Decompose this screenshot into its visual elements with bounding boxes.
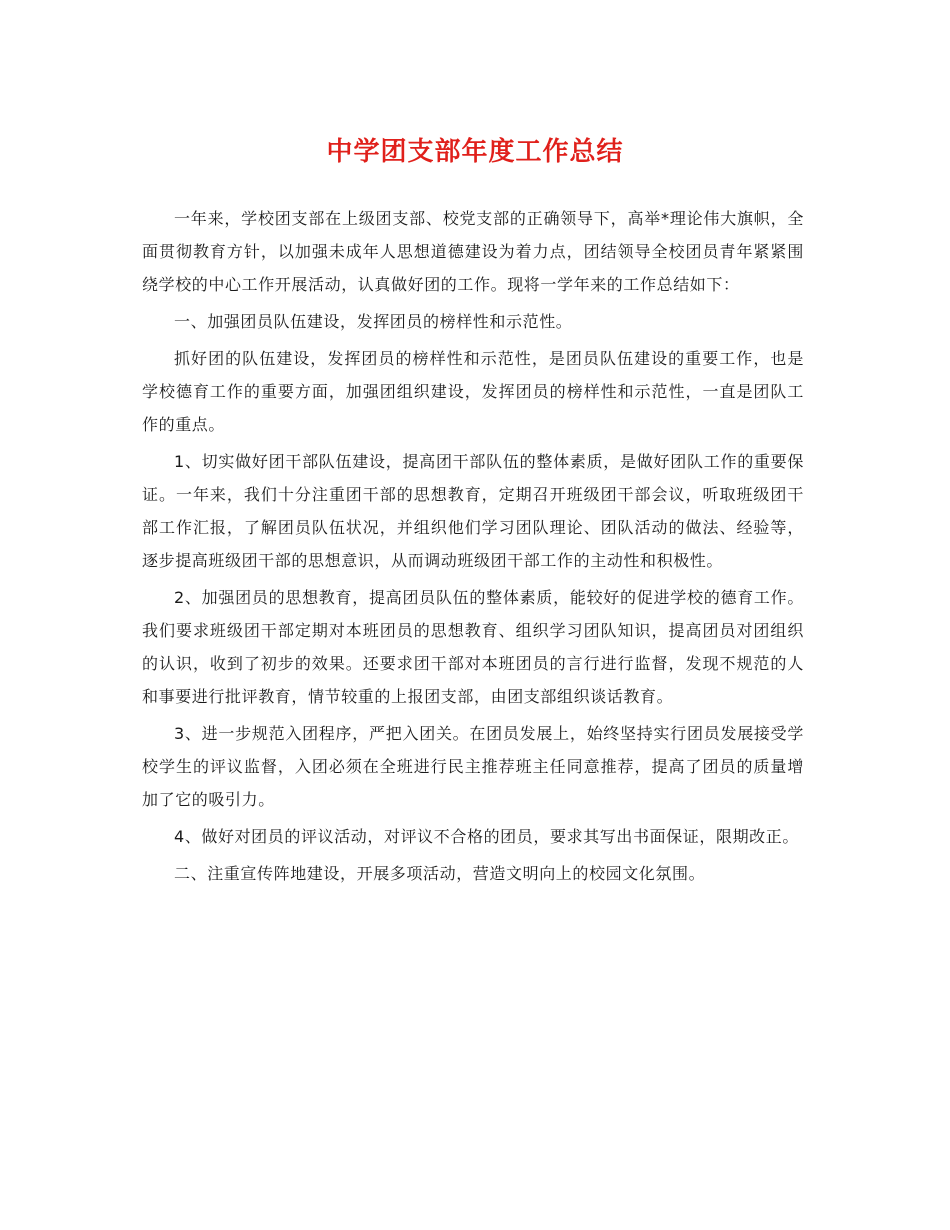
paragraph-section-1-overview: 抓好团的队伍建设，发挥团员的榜样性和示范性，是团员队伍建设的重要工作，也是学校德育工作的重要方面，加强团组织建设，发挥团员的榜样性和示范性，一直是团队工作的重点。 [142, 349, 804, 434]
document-body [142, 202, 804, 890]
document-title: 中学团支部年度工作总结 [326, 137, 624, 167]
section-heading-1: 一、加强团员队伍建设，发挥团员的榜样性和示范性。 [174, 312, 573, 331]
paragraph-item-2: 2、加强团员的思想教育，提高团员队伍的整体素质，能较好的促进学校的德育工作。我们要求班级团干部定期对本班团员的思想教育、组织学习团队知识，提高团员对团组织的认识，收到了初步的效果。还要求团干部对本班团员的言行进行监督，发现不规范的人和事要进行批评教育，情节较重的上报团支部，由团支部组织谈话教育。 [142, 588, 804, 706]
paragraph-item-1: 1、切实做好团干部队伍建设，提高团干部队伍的整体素质，是做好团队工作的重要保证。一年来，我们十分注重团干部的思想教育，定期召开班级团干部会议，听取班级团干部工作汇报，了解团员队伍状况，并组织他们学习团队理论、团队活动的做法、经验等，逐步提高班级团干部的思想意识，从而调动班级团干部工作的主动性和积极性。 [142, 452, 804, 570]
section-heading-2: 二、注重宣传阵地建设，开展多项活动，营造文明向上的校园文化氛围。 [174, 864, 706, 883]
paragraph-intro: 一年来，学校团支部在上级团支部、校党支部的正确领导下，高举*理论伟大旗帜，全面贯彻教育方针，以加强未成年人思想道德建设为着力点，团结领导全校团员青年紧紧围绕学校的中心工作开展活动，认真做好团的工作。现将一学年来的工作总结如下： [142, 209, 804, 294]
paragraph-item-3: 3、进一步规范入团程序，严把入团关。在团员发展上，始终坚持实行团员发展接受学校学生的评议监督，入团必须在全班进行民主推荐班主任同意推荐，提高了团员的质量增加了它的吸引力。 [142, 724, 804, 809]
paragraph-item-4: 4、做好对团员的评议活动，对评议不合格的团员，要求其写出书面保证，限期改正。 [174, 827, 799, 846]
